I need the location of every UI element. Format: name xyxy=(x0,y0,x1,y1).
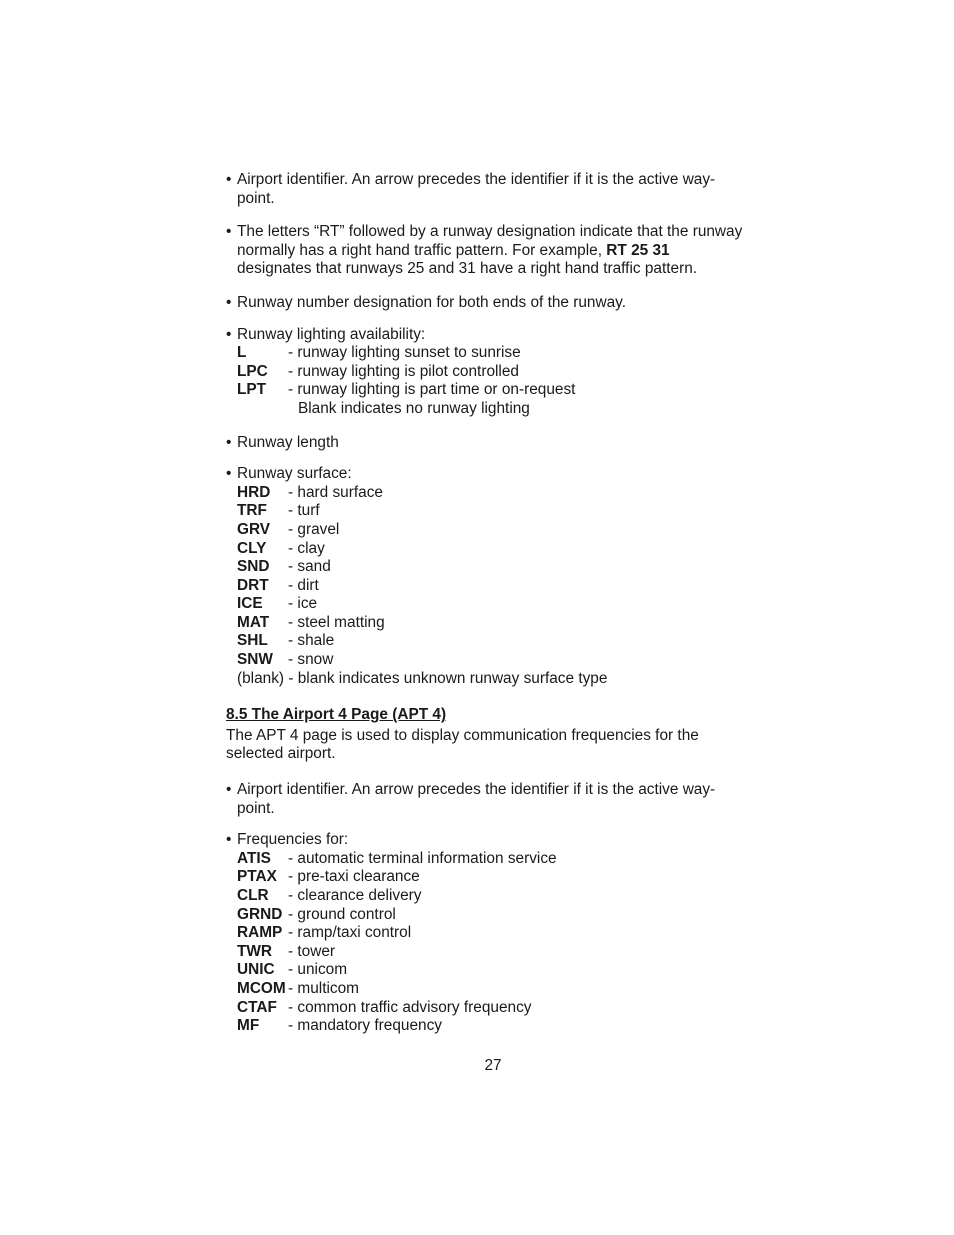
frequency-row-description: - clearance delivery xyxy=(288,887,422,904)
bullet-apt4-airport-identifier xyxy=(226,781,746,818)
frequency-row-code: CLR xyxy=(237,887,269,904)
surface-row xyxy=(226,651,746,670)
bullet-dot: • xyxy=(226,831,232,849)
frequency-row-code: RAMP xyxy=(237,924,283,942)
frequency-row xyxy=(226,980,746,999)
bullet-runway-length xyxy=(226,434,746,453)
surface-row xyxy=(226,558,746,577)
bullet-text: Runway length xyxy=(237,433,339,451)
frequency-code-list xyxy=(226,850,746,1036)
surface-row xyxy=(226,521,746,540)
lighting-row xyxy=(226,363,746,382)
bullet-text: Runway surface: xyxy=(237,465,352,483)
bullet-text-tail: designates that runways 25 and 31 have a right hand traffic pattern. xyxy=(237,260,698,278)
surface-row-code: SND xyxy=(237,558,270,576)
surface-row xyxy=(226,502,746,521)
surface-row-code: HRD xyxy=(237,483,271,501)
bullet-dot: • xyxy=(226,171,232,188)
frequency-row-code: MF xyxy=(237,1017,260,1035)
surface-row xyxy=(226,595,746,614)
frequency-row xyxy=(226,961,746,980)
page-number: 27 xyxy=(484,1057,502,1074)
surface-row-description: - sand xyxy=(288,558,331,576)
lighting-row-description: - runway lighting sunset to sunrise xyxy=(288,344,521,362)
bullet-dot: • xyxy=(226,325,232,343)
surface-row-description: - hard surface xyxy=(288,483,383,501)
frequency-row-code: ATIS xyxy=(237,849,271,867)
frequency-row-code: MCOM xyxy=(237,979,286,997)
bullet-example-bold: RT 25 31 xyxy=(606,241,670,259)
frequency-row xyxy=(226,943,746,962)
frequency-row-description: - ramp/taxi control xyxy=(288,924,412,942)
surface-row xyxy=(226,632,746,651)
frequency-row xyxy=(226,850,746,869)
frequency-row-description: - mandatory frequency xyxy=(288,1017,442,1035)
surface-row-code: SNW xyxy=(237,651,273,669)
bullet-text: Runway number designation for both ends of the runway. xyxy=(237,293,626,311)
lighting-row xyxy=(226,344,746,363)
frequency-row-description: - common traffic advisory frequency xyxy=(288,998,532,1016)
lighting-row-code: L xyxy=(237,344,247,362)
frequency-row-description: - ground control xyxy=(288,905,396,923)
surface-row xyxy=(226,540,746,559)
surface-row-code: GRV xyxy=(237,520,271,538)
bullet-text: Airport identifier. An arrow precedes the identifier if it is the active way-point. xyxy=(237,171,716,207)
frequency-row xyxy=(226,999,746,1018)
frequency-row-description: - automatic terminal information service xyxy=(288,849,557,867)
surface-row xyxy=(226,484,746,503)
bullet-lighting-heading xyxy=(226,326,746,345)
frequency-row-description: - tower xyxy=(288,942,336,960)
surface-row-description: - dirt xyxy=(288,576,319,594)
bullet-text: Runway lighting availability: xyxy=(237,325,426,343)
bullet-runway-number xyxy=(226,294,746,313)
bullet-surface-heading xyxy=(226,465,746,484)
surface-code-list xyxy=(226,484,746,670)
surface-row-code: DRT xyxy=(237,576,269,594)
lighting-note: Blank indicates no runway lighting xyxy=(298,399,530,417)
surface-row-description: - turf xyxy=(288,502,320,520)
surface-row xyxy=(226,614,746,633)
lighting-row xyxy=(226,381,746,400)
frequency-row-code: UNIC xyxy=(237,961,275,979)
surface-row-code: SHL xyxy=(237,632,268,650)
lighting-row-description: - runway lighting is pilot controlled xyxy=(288,362,519,380)
frequency-row-description: - pre-taxi clearance xyxy=(288,868,420,886)
frequency-row-code: GRND xyxy=(237,905,283,923)
bullet-right-traffic xyxy=(226,223,746,279)
surface-row-description: - ice xyxy=(288,595,318,613)
section-heading: 8.5 The Airport 4 Page (APT 4) xyxy=(226,706,447,724)
frequency-row-code: TWR xyxy=(237,942,273,960)
frequency-row xyxy=(226,906,746,925)
surface-row-description: - gravel xyxy=(288,520,340,538)
frequency-row-description: - unicom xyxy=(288,961,348,979)
bullet-dot: • xyxy=(226,223,232,241)
bullet-text: Frequencies for: xyxy=(237,831,349,849)
bullet-text: Airport identifier. An arrow precedes the identifier if it is the active way-point. xyxy=(237,781,716,817)
lighting-row-description: - runway lighting is part time or on-request xyxy=(288,381,576,399)
frequency-row xyxy=(226,924,746,943)
surface-row-description: - shale xyxy=(288,632,335,650)
bullet-frequencies-heading xyxy=(226,831,746,850)
frequency-row xyxy=(226,1017,746,1036)
frequency-row-code: PTAX xyxy=(237,868,277,886)
frequency-row-description: - multicom xyxy=(288,979,359,997)
surface-row-code: ICE xyxy=(237,595,263,613)
surface-row-description: - snow xyxy=(288,651,334,669)
lighting-row-code: LPC xyxy=(237,362,268,380)
frequency-row-code: CTAF xyxy=(237,998,277,1016)
lighting-code-list xyxy=(226,344,746,400)
surface-row-code: CLY xyxy=(237,539,267,557)
surface-row-code: MAT xyxy=(237,613,270,631)
surface-row-description: - clay xyxy=(288,539,325,557)
bullet-dot: • xyxy=(226,293,232,311)
bullet-dot: • xyxy=(226,433,232,451)
surface-row-code: TRF xyxy=(237,502,267,520)
lighting-note-row xyxy=(226,400,746,419)
frequency-row xyxy=(226,868,746,887)
bullet-dot: • xyxy=(226,465,232,483)
surface-blank-note: (blank) - blank indicates unknown runway surface type xyxy=(237,669,608,687)
bullet-airport-identifier xyxy=(226,171,746,208)
lighting-row-code: LPT xyxy=(237,381,267,399)
page-content xyxy=(226,171,746,1036)
surface-blank-row xyxy=(226,670,746,689)
bullet-text: The letters “RT” followed by a runway designation indicate that the runway normally has a right hand traffic pattern. For example, xyxy=(237,223,743,259)
frequency-row xyxy=(226,887,746,906)
section-intro: The APT 4 page is used to display communication frequencies for the selected airport. xyxy=(226,726,699,763)
surface-row-description: - steel matting xyxy=(288,613,385,631)
surface-row xyxy=(226,577,746,596)
bullet-dot: • xyxy=(226,781,232,799)
